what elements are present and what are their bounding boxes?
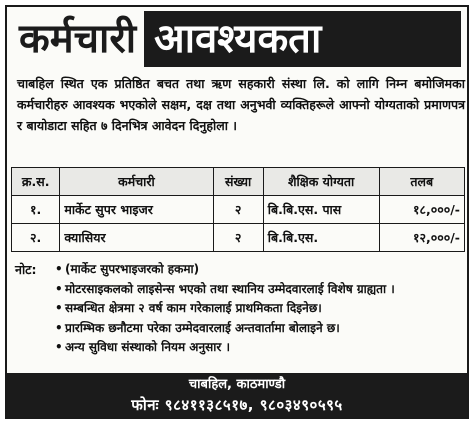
note-item: • प्रारम्भिक छनौटमा परेका उम्मेदवारलाई अन्तवार्तामा बोलाइने छ। bbox=[55, 319, 465, 339]
row-qualification: बि.बि.एस. पास bbox=[263, 196, 379, 224]
headline-required: आवश्यकता bbox=[144, 11, 461, 67]
row-post: मार्केट सुपर भाइजर bbox=[60, 196, 213, 224]
header-salary: तलब bbox=[379, 168, 464, 196]
row-post: क्यासियर bbox=[60, 224, 213, 252]
headline bbox=[15, 11, 461, 67]
notes-section bbox=[15, 260, 465, 358]
header-sn: क्र.स. bbox=[12, 168, 60, 196]
contact-footer bbox=[7, 373, 467, 417]
row-salary: १८,०००/- bbox=[379, 196, 464, 224]
note-item: • सम्बन्धित क्षेत्रमा २ वर्ष काम गरेकालाई प्राथमिकता दिइनेछ। bbox=[55, 299, 465, 319]
note-item: • (मार्केट सुपरभाइजरको हकमा) bbox=[55, 260, 465, 280]
footer-address: चाबहिल, काठमाण्डौ bbox=[188, 377, 286, 392]
job-advertisement bbox=[5, 5, 469, 419]
note-item: • अन्य सुविधा संस्थाको नियम अनुसार । bbox=[55, 338, 465, 358]
header-post: कर्मचारी bbox=[60, 168, 213, 196]
row-qualification: बि.बि.एस. bbox=[263, 224, 379, 252]
headline-employee: कर्मचारी bbox=[19, 16, 137, 62]
row-sn: २. bbox=[12, 224, 60, 252]
row-count: २ bbox=[213, 196, 263, 224]
intro-paragraph: चाबहिल स्थित एक प्रतिष्ठित बचत तथा ऋण सहकारी संस्था लि. को लागि निम्न बमोजिमका कर्मचारीहरु आवश्यक भएकोले सक्षम, दक्ष तथा अनुभवी व्यक्तिहरूले आफ्नो योग्यताको प्रमाणपत्र र बायोडाटा सहित ७ दिनभित्र आवेदन दिनुहोला । bbox=[17, 76, 465, 133]
notes-list bbox=[15, 260, 465, 358]
header-qualification: शैक्षिक योग्यता bbox=[263, 168, 379, 196]
row-sn: १. bbox=[12, 196, 60, 224]
footer-phone: फोनः ९८४११३८५१७, ९८०३४९०५९५ bbox=[131, 396, 343, 414]
vacancy-table bbox=[11, 167, 465, 252]
table-header-row bbox=[12, 168, 465, 196]
note-item: • मोटरसाइकलको लाइसेन्स भएको तथा स्थानिय उम्मेदवारलाई विशेष ग्राह्यता । bbox=[55, 280, 465, 300]
table-row bbox=[12, 196, 465, 224]
header-count: संख्या bbox=[213, 168, 263, 196]
row-salary: १२,०००/- bbox=[379, 224, 464, 252]
row-count: २ bbox=[213, 224, 263, 252]
notes-label: नोट: bbox=[15, 262, 37, 277]
table-row bbox=[12, 224, 465, 252]
